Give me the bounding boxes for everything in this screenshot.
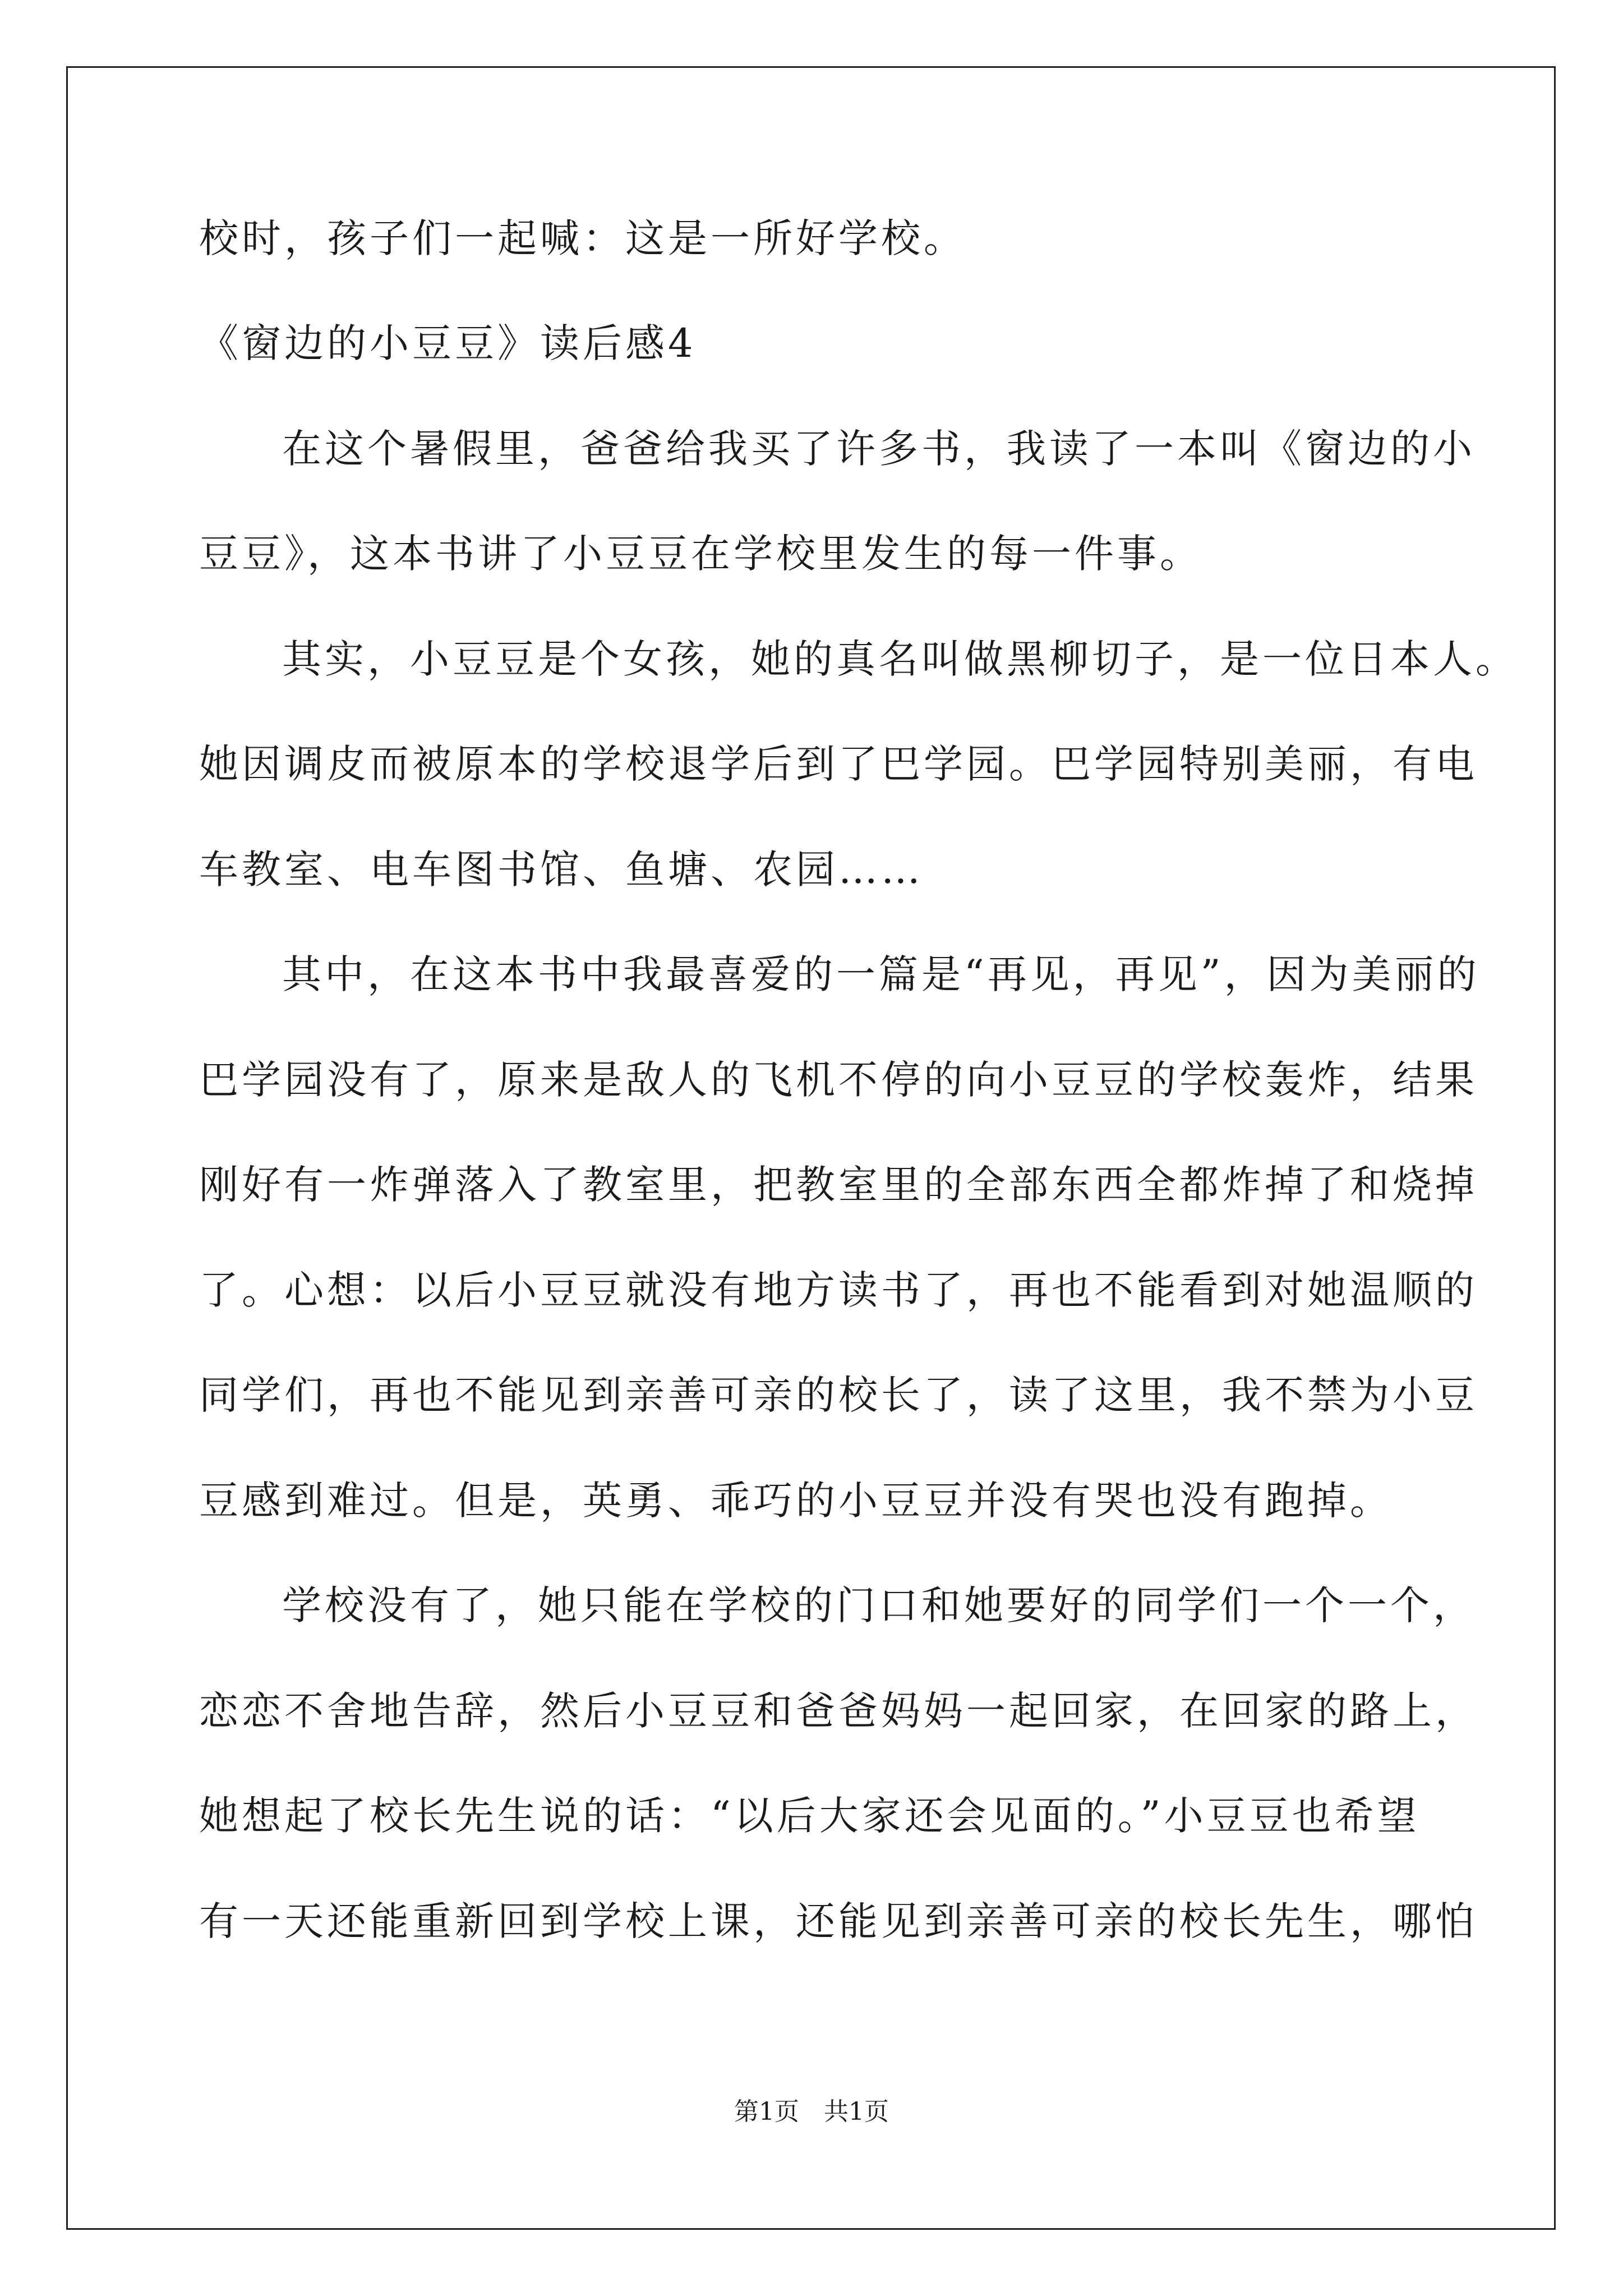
paragraph-line: 其中，在这本书中我最喜爱的一篇是“再见，再见”，因为美丽的 [282,951,1480,997]
paragraph-line: 豆豆》，这本书讲了小豆豆在学校里发生的每一件事。 [199,531,1202,577]
paragraph-line: 在这个暑假里，爸爸给我买了许多书，我读了一本叫《窗边的小 [282,426,1476,472]
text-line: 校时，孩子们一起喊：这是一所好学校。 [199,215,966,261]
paragraph-line: 学校没有了，她只能在学校的门口和她要好的同学们一个一个， [282,1582,1476,1628]
paragraph-line: 恋恋不舍地告辞，然后小豆豆和爸爸妈妈一起回家，在回家的路上， [199,1688,1478,1734]
paragraph-line: 她因调皮而被原本的学校退学后到了巴学园。巴学园特别美丽，有电 [199,741,1478,787]
paragraph-line: 她想起了校长先生说的话：“以后大家还会见面的。”小豆豆也希望 [199,1793,1420,1839]
page-number-footer: 第1页 共1页 [734,2097,889,2126]
paragraph-line: 其实，小豆豆是个女孩，她的真名叫做黑柳切子，是一位日本人。 [282,636,1518,682]
paragraph-line: 车教室、电车图书馆、鱼塘、农园…… [199,846,924,892]
paragraph-line: 了。心想：以后小豆豆就没有地方读书了，再也不能看到对她温顺的 [199,1267,1478,1313]
paragraph-line: 有一天还能重新回到学校上课，还能见到亲善可亲的校长先生，哪怕 [199,1898,1478,1944]
paragraph-line: 巴学园没有了，原来是敌人的飞机不停的向小豆豆的学校轰炸，结果 [199,1057,1478,1103]
paragraph-line: 同学们，再也不能见到亲善可亲的校长了，读了这里，我不禁为小豆 [199,1372,1478,1418]
paragraph-line: 刚好有一炸弹落入了教室里，把教室里的全部东西全都炸掉了和烧掉 [199,1162,1478,1208]
paragraph-line: 豆感到难过。但是，英勇、乖巧的小豆豆并没有哭也没有跑掉。 [199,1478,1393,1524]
section-heading: 《窗边的小豆豆》读后感4 [199,320,697,366]
